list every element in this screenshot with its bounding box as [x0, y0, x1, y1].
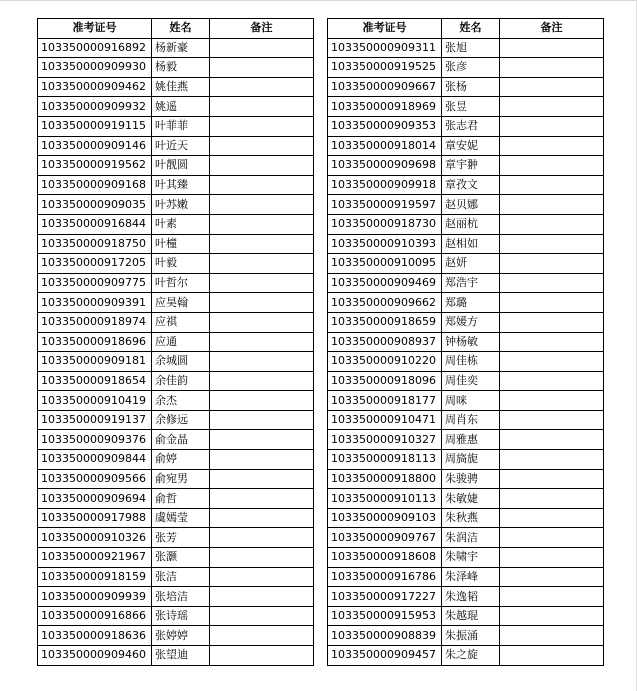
- note-cell: [500, 175, 604, 195]
- exam-id-cell: 103350000918800: [328, 469, 442, 489]
- header-exam-id: 准考证号: [38, 19, 152, 39]
- exam-id-cell: 103350000918750: [38, 234, 152, 254]
- table-row: [38, 371, 314, 391]
- page-top-border: [0, 0, 637, 1]
- name-cell: 周佳奕: [442, 371, 500, 391]
- exam-id-cell: 103350000909469: [328, 273, 442, 293]
- table-row: [38, 234, 314, 254]
- exam-id-cell: 103350000919525: [328, 58, 442, 78]
- header-note: 备注: [210, 19, 314, 39]
- note-cell: [500, 214, 604, 234]
- table-row: [328, 38, 604, 58]
- note-cell: [500, 606, 604, 626]
- exam-id-cell: 103350000918636: [38, 626, 152, 646]
- note-cell: [500, 312, 604, 332]
- exam-id-cell: 103350000910095: [328, 254, 442, 274]
- table-row: [38, 293, 314, 313]
- table-row: [328, 430, 604, 450]
- note-cell: [210, 371, 314, 391]
- roster-body-left: [38, 38, 314, 665]
- exam-id-cell: 103350000909181: [38, 352, 152, 372]
- table-row: [328, 450, 604, 470]
- note-cell: [500, 646, 604, 666]
- name-cell: 朱啸宇: [442, 548, 500, 568]
- table-row: [38, 77, 314, 97]
- name-cell: 叶橦: [152, 234, 210, 254]
- exam-id-cell: 103350000918177: [328, 391, 442, 411]
- note-cell: [500, 195, 604, 215]
- exam-id-cell: 103350000909844: [38, 450, 152, 470]
- exam-id-cell: 103350000909103: [328, 508, 442, 528]
- exam-id-cell: 103350000919137: [38, 410, 152, 430]
- name-cell: 张杨: [442, 77, 500, 97]
- exam-id-cell: 103350000909311: [328, 38, 442, 58]
- name-cell: 郑浩宇: [442, 273, 500, 293]
- note-cell: [500, 234, 604, 254]
- table-row: [38, 391, 314, 411]
- header-exam-id: 准考证号: [328, 19, 442, 39]
- note-cell: [210, 38, 314, 58]
- exam-id-cell: 103350000918969: [328, 97, 442, 117]
- note-cell: [500, 548, 604, 568]
- header-name: 姓名: [152, 19, 210, 39]
- note-cell: [500, 528, 604, 548]
- note-cell: [500, 77, 604, 97]
- name-cell: 叶素: [152, 214, 210, 234]
- header-note: 备注: [500, 19, 604, 39]
- name-cell: 应昊翰: [152, 293, 210, 313]
- note-cell: [500, 254, 604, 274]
- table-row: [38, 97, 314, 117]
- exam-id-cell: 103350000909767: [328, 528, 442, 548]
- name-cell: 朱敏婕: [442, 489, 500, 509]
- table-row: [328, 567, 604, 587]
- exam-id-cell: 103350000909932: [38, 97, 152, 117]
- table-row: [38, 646, 314, 666]
- note-cell: [210, 156, 314, 176]
- name-cell: 杨新豪: [152, 38, 210, 58]
- name-cell: 张望迪: [152, 646, 210, 666]
- exam-id-cell: 103350000910326: [38, 528, 152, 548]
- exam-id-cell: 103350000918654: [38, 371, 152, 391]
- name-cell: 赵相如: [442, 234, 500, 254]
- roster-table-left: [37, 18, 314, 666]
- table-row: [328, 136, 604, 156]
- exam-id-cell: 103350000916786: [328, 567, 442, 587]
- name-cell: 应通: [152, 332, 210, 352]
- header-name: 姓名: [442, 19, 500, 39]
- note-cell: [210, 234, 314, 254]
- exam-id-cell: 103350000919597: [328, 195, 442, 215]
- name-cell: 叶毅: [152, 254, 210, 274]
- exam-id-cell: 103350000909376: [38, 430, 152, 450]
- name-cell: 章宇翀: [442, 156, 500, 176]
- table-row: [328, 332, 604, 352]
- exam-id-cell: 103350000919562: [38, 156, 152, 176]
- table-row: [38, 195, 314, 215]
- exam-id-cell: 103350000909146: [38, 136, 152, 156]
- note-cell: [500, 156, 604, 176]
- table-row: [38, 548, 314, 568]
- roster-body-right: [328, 38, 604, 665]
- note-cell: [210, 646, 314, 666]
- table-row: [38, 450, 314, 470]
- name-cell: 朱逸韬: [442, 587, 500, 607]
- exam-id-cell: 103350000918974: [38, 312, 152, 332]
- exam-id-cell: 103350000910471: [328, 410, 442, 430]
- name-cell: 张芳: [152, 528, 210, 548]
- table-row: [328, 508, 604, 528]
- note-cell: [500, 58, 604, 78]
- note-cell: [500, 410, 604, 430]
- table-row: [38, 587, 314, 607]
- table-row: [328, 352, 604, 372]
- table-row: [38, 254, 314, 274]
- note-cell: [210, 528, 314, 548]
- name-cell: 周佳栋: [442, 352, 500, 372]
- exam-id-cell: 103350000909566: [38, 469, 152, 489]
- exam-id-cell: 103350000918159: [38, 567, 152, 587]
- exam-id-cell: 103350000909698: [328, 156, 442, 176]
- exam-id-cell: 103350000909462: [38, 77, 152, 97]
- name-cell: 叶哲尔: [152, 273, 210, 293]
- name-cell: 周旖旎: [442, 450, 500, 470]
- name-cell: 俞金晶: [152, 430, 210, 450]
- exam-id-cell: 103350000909457: [328, 646, 442, 666]
- name-cell: 姚遥: [152, 97, 210, 117]
- table-row: [38, 332, 314, 352]
- note-cell: [500, 469, 604, 489]
- exam-id-cell: 103350000908937: [328, 332, 442, 352]
- exam-id-cell: 103350000918659: [328, 312, 442, 332]
- name-cell: 朱泽峰: [442, 567, 500, 587]
- exam-id-cell: 103350000916866: [38, 606, 152, 626]
- table-row: [38, 312, 314, 332]
- table-row: [38, 116, 314, 136]
- exam-id-cell: 103350000916844: [38, 214, 152, 234]
- name-cell: 张灏: [152, 548, 210, 568]
- exam-id-cell: 103350000909939: [38, 587, 152, 607]
- note-cell: [210, 410, 314, 430]
- name-cell: 姚佳燕: [152, 77, 210, 97]
- exam-id-cell: 103350000917205: [38, 254, 152, 274]
- note-cell: [210, 214, 314, 234]
- exam-id-cell: 103350000917988: [38, 508, 152, 528]
- name-cell: 朱振涌: [442, 626, 500, 646]
- name-cell: 叶靓圆: [152, 156, 210, 176]
- exam-id-cell: 103350000918014: [328, 136, 442, 156]
- table-row: [38, 273, 314, 293]
- name-cell: 张洁: [152, 567, 210, 587]
- table-row: [38, 606, 314, 626]
- note-cell: [500, 430, 604, 450]
- table-row: [328, 626, 604, 646]
- table-row: [328, 214, 604, 234]
- table-row: [328, 58, 604, 78]
- name-cell: 赵妍: [442, 254, 500, 274]
- name-cell: 虞嫣莹: [152, 508, 210, 528]
- note-cell: [500, 136, 604, 156]
- exam-id-cell: 103350000909460: [38, 646, 152, 666]
- table-row: [328, 489, 604, 509]
- note-cell: [210, 508, 314, 528]
- name-cell: 周肖东: [442, 410, 500, 430]
- name-cell: 章孜文: [442, 175, 500, 195]
- name-cell: 余修远: [152, 410, 210, 430]
- table-row: [328, 175, 604, 195]
- note-cell: [500, 293, 604, 313]
- note-cell: [210, 77, 314, 97]
- table-row: [328, 254, 604, 274]
- table-row: [328, 528, 604, 548]
- name-cell: 章安妮: [442, 136, 500, 156]
- table-row: [328, 195, 604, 215]
- table-row: [38, 410, 314, 430]
- note-cell: [210, 587, 314, 607]
- name-cell: 俞婷: [152, 450, 210, 470]
- table-row: [328, 469, 604, 489]
- exam-id-cell: 103350000909168: [38, 175, 152, 195]
- note-cell: [210, 450, 314, 470]
- note-cell: [210, 489, 314, 509]
- name-cell: 叶其臻: [152, 175, 210, 195]
- table-row: [328, 410, 604, 430]
- note-cell: [210, 606, 314, 626]
- exam-id-cell: 103350000918730: [328, 214, 442, 234]
- table-row: [38, 508, 314, 528]
- name-cell: 应祺: [152, 312, 210, 332]
- exam-id-cell: 103350000909775: [38, 273, 152, 293]
- exam-id-cell: 103350000910419: [38, 391, 152, 411]
- exam-id-cell: 103350000910220: [328, 352, 442, 372]
- exam-id-cell: 103350000916892: [38, 38, 152, 58]
- name-cell: 朱之旋: [442, 646, 500, 666]
- table-row: [38, 626, 314, 646]
- note-cell: [210, 116, 314, 136]
- note-cell: [210, 332, 314, 352]
- exam-id-cell: 103350000909353: [328, 116, 442, 136]
- name-cell: 俞哲: [152, 489, 210, 509]
- exam-id-cell: 103350000909667: [328, 77, 442, 97]
- note-cell: [500, 450, 604, 470]
- name-cell: 张培洁: [152, 587, 210, 607]
- name-cell: 余杰: [152, 391, 210, 411]
- note-cell: [500, 352, 604, 372]
- table-row: [328, 371, 604, 391]
- table-row: [38, 175, 314, 195]
- note-cell: [500, 38, 604, 58]
- table-row: [328, 273, 604, 293]
- exam-id-cell: 103350000909035: [38, 195, 152, 215]
- table-row: [38, 352, 314, 372]
- table-row: [328, 312, 604, 332]
- table-row: [328, 606, 604, 626]
- note-cell: [210, 97, 314, 117]
- name-cell: 俞宛男: [152, 469, 210, 489]
- note-cell: [210, 254, 314, 274]
- table-row: [38, 58, 314, 78]
- note-cell: [500, 371, 604, 391]
- exam-id-cell: 103350000921967: [38, 548, 152, 568]
- table-row: [38, 528, 314, 548]
- name-cell: 钟杨敏: [442, 332, 500, 352]
- exam-id-cell: 103350000918696: [38, 332, 152, 352]
- table-row: [38, 214, 314, 234]
- note-cell: [500, 332, 604, 352]
- exam-id-cell: 103350000917227: [328, 587, 442, 607]
- name-cell: 杨毅: [152, 58, 210, 78]
- note-cell: [500, 489, 604, 509]
- table-row: [38, 430, 314, 450]
- note-cell: [210, 391, 314, 411]
- header-row: [328, 19, 604, 39]
- name-cell: 朱润洁: [442, 528, 500, 548]
- note-cell: [210, 567, 314, 587]
- exam-id-cell: 103350000909391: [38, 293, 152, 313]
- note-cell: [500, 391, 604, 411]
- name-cell: 周咪: [442, 391, 500, 411]
- table-row: [328, 391, 604, 411]
- exam-id-cell: 103350000918096: [328, 371, 442, 391]
- roster-table-right: [327, 18, 604, 666]
- table-row: [38, 489, 314, 509]
- table-row: [38, 136, 314, 156]
- name-cell: 郑媛方: [442, 312, 500, 332]
- exam-id-cell: 103350000910393: [328, 234, 442, 254]
- note-cell: [210, 312, 314, 332]
- note-cell: [210, 430, 314, 450]
- note-cell: [210, 273, 314, 293]
- note-cell: [500, 116, 604, 136]
- name-cell: 张志君: [442, 116, 500, 136]
- note-cell: [210, 175, 314, 195]
- exam-id-cell: 103350000909662: [328, 293, 442, 313]
- exam-id-cell: 103350000910327: [328, 430, 442, 450]
- exam-id-cell: 103350000909694: [38, 489, 152, 509]
- exam-id-cell: 103350000919115: [38, 116, 152, 136]
- name-cell: 赵丽杭: [442, 214, 500, 234]
- note-cell: [210, 195, 314, 215]
- exam-id-cell: 103350000915953: [328, 606, 442, 626]
- name-cell: 张诗瑶: [152, 606, 210, 626]
- name-cell: 张昱: [442, 97, 500, 117]
- note-cell: [500, 626, 604, 646]
- table-row: [328, 587, 604, 607]
- table-row: [328, 234, 604, 254]
- exam-id-cell: 103350000908839: [328, 626, 442, 646]
- table-row: [328, 548, 604, 568]
- note-cell: [210, 136, 314, 156]
- note-cell: [500, 97, 604, 117]
- name-cell: 朱越琨: [442, 606, 500, 626]
- table-row: [328, 116, 604, 136]
- table-row: [328, 77, 604, 97]
- name-cell: 叶菲菲: [152, 116, 210, 136]
- exam-id-cell: 103350000918113: [328, 450, 442, 470]
- name-cell: 赵贝娜: [442, 195, 500, 215]
- note-cell: [210, 58, 314, 78]
- exam-id-cell: 103350000918608: [328, 548, 442, 568]
- note-cell: [210, 626, 314, 646]
- table-row: [38, 156, 314, 176]
- header-row: [38, 19, 314, 39]
- note-cell: [500, 587, 604, 607]
- table-row: [38, 469, 314, 489]
- name-cell: 朱秋燕: [442, 508, 500, 528]
- exam-id-cell: 103350000909930: [38, 58, 152, 78]
- note-cell: [210, 548, 314, 568]
- table-row: [328, 97, 604, 117]
- note-cell: [210, 469, 314, 489]
- name-cell: 余佳韵: [152, 371, 210, 391]
- name-cell: 朱骏骋: [442, 469, 500, 489]
- note-cell: [500, 508, 604, 528]
- note-cell: [210, 293, 314, 313]
- exam-id-cell: 103350000910113: [328, 489, 442, 509]
- name-cell: 张婷婷: [152, 626, 210, 646]
- name-cell: 叶近天: [152, 136, 210, 156]
- note-cell: [500, 567, 604, 587]
- table-row: [38, 38, 314, 58]
- note-cell: [210, 352, 314, 372]
- name-cell: 周雅惠: [442, 430, 500, 450]
- name-cell: 叶苏嫩: [152, 195, 210, 215]
- name-cell: 张彦: [442, 58, 500, 78]
- name-cell: 张旭: [442, 38, 500, 58]
- table-row: [328, 156, 604, 176]
- table-row: [328, 293, 604, 313]
- name-cell: 余城圆: [152, 352, 210, 372]
- table-row: [38, 567, 314, 587]
- name-cell: 郑璐: [442, 293, 500, 313]
- exam-id-cell: 103350000909918: [328, 175, 442, 195]
- table-row: [328, 646, 604, 666]
- note-cell: [500, 273, 604, 293]
